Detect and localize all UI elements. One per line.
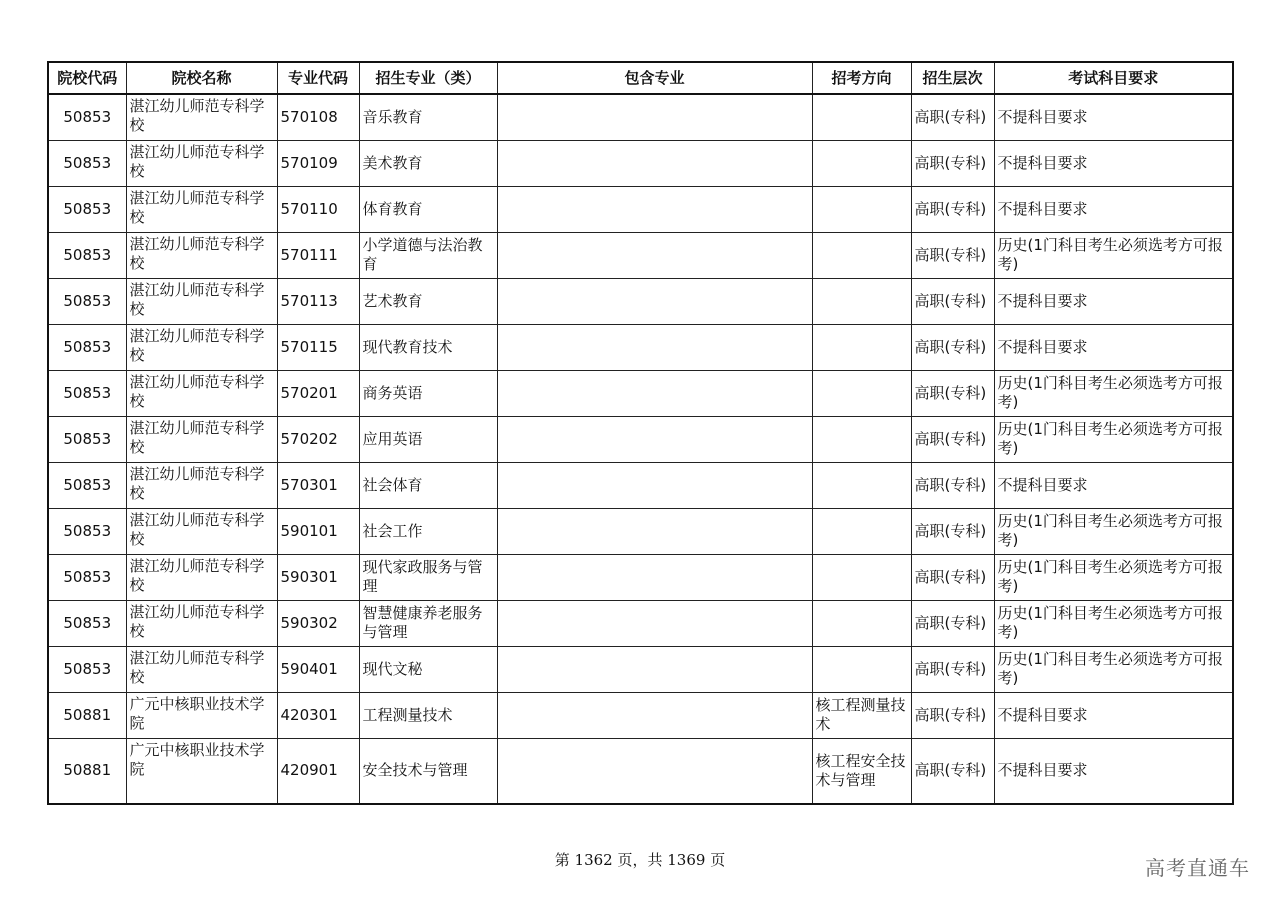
cell-school-name: 湛江幼儿师范专科学校 <box>126 232 277 278</box>
page-number: 第 1362 页，共 1369 页 <box>554 851 726 869</box>
cell-level: 高职(专科) <box>911 738 994 804</box>
cell-school-name: 湛江幼儿师范专科学校 <box>126 94 277 140</box>
cell-major: 现代家政服务与管理 <box>359 554 497 600</box>
cell-school-code: 50853 <box>48 324 126 370</box>
cell-major: 现代文秘 <box>359 646 497 692</box>
cell-direction <box>812 94 911 140</box>
cell-major: 社会体育 <box>359 462 497 508</box>
cell-included-majors <box>497 462 812 508</box>
cell-direction <box>812 462 911 508</box>
cell-school-code: 50881 <box>48 692 126 738</box>
header-level: 招生层次 <box>911 62 994 94</box>
table-row <box>48 324 1233 370</box>
cell-major-code: 590301 <box>277 554 359 600</box>
header-major-code: 专业代码 <box>277 62 359 94</box>
cell-direction <box>812 508 911 554</box>
header-school-name: 院校名称 <box>126 62 277 94</box>
cell-major-code: 570113 <box>277 278 359 324</box>
cell-included-majors <box>497 140 812 186</box>
cell-major-code: 570201 <box>277 370 359 416</box>
cell-major: 体育教育 <box>359 186 497 232</box>
header-included-majors: 包含专业 <box>497 62 812 94</box>
table-row <box>48 94 1233 140</box>
enrollment-table <box>47 61 1234 805</box>
cell-level: 高职(专科) <box>911 462 994 508</box>
table-row <box>48 232 1233 278</box>
cell-major: 应用英语 <box>359 416 497 462</box>
cell-school-code: 50853 <box>48 554 126 600</box>
cell-exam-requirement: 历史(1门科目考生必须选考方可报考) <box>994 370 1233 416</box>
cell-included-majors <box>497 232 812 278</box>
cell-level: 高职(专科) <box>911 646 994 692</box>
cell-major-code: 570109 <box>277 140 359 186</box>
cell-direction: 核工程安全技术与管理 <box>812 738 911 804</box>
cell-school-code: 50853 <box>48 94 126 140</box>
cell-school-name: 湛江幼儿师范专科学校 <box>126 416 277 462</box>
cell-level: 高职(专科) <box>911 370 994 416</box>
table-row <box>48 186 1233 232</box>
header-school-code: 院校代码 <box>48 62 126 94</box>
cell-direction <box>812 370 911 416</box>
header-exam-requirement: 考试科目要求 <box>994 62 1233 94</box>
cell-major: 商务英语 <box>359 370 497 416</box>
cell-school-name: 湛江幼儿师范专科学校 <box>126 554 277 600</box>
cell-school-code: 50853 <box>48 186 126 232</box>
cell-school-code: 50853 <box>48 140 126 186</box>
cell-exam-requirement: 历史(1门科目考生必须选考方可报考) <box>994 508 1233 554</box>
cell-school-name: 湛江幼儿师范专科学校 <box>126 186 277 232</box>
cell-included-majors <box>497 738 812 804</box>
table-row <box>48 278 1233 324</box>
cell-major: 安全技术与管理 <box>359 738 497 804</box>
cell-school-code: 50853 <box>48 232 126 278</box>
cell-major-code: 570108 <box>277 94 359 140</box>
cell-included-majors <box>497 646 812 692</box>
cell-direction <box>812 646 911 692</box>
cell-exam-requirement: 不提科目要求 <box>994 278 1233 324</box>
cell-direction <box>812 278 911 324</box>
cell-level: 高职(专科) <box>911 232 994 278</box>
cell-included-majors <box>497 186 812 232</box>
cell-exam-requirement: 不提科目要求 <box>994 94 1233 140</box>
cell-school-code: 50853 <box>48 600 126 646</box>
cell-exam-requirement: 不提科目要求 <box>994 324 1233 370</box>
table-row <box>48 554 1233 600</box>
cell-major-code: 590302 <box>277 600 359 646</box>
table-header-row <box>48 62 1233 94</box>
cell-major-code: 570115 <box>277 324 359 370</box>
cell-major-code: 590401 <box>277 646 359 692</box>
table-row <box>48 692 1233 738</box>
cell-school-code: 50881 <box>48 738 126 804</box>
cell-direction <box>812 554 911 600</box>
cell-major: 音乐教育 <box>359 94 497 140</box>
table-row <box>48 600 1233 646</box>
cell-school-name: 湛江幼儿师范专科学校 <box>126 462 277 508</box>
cell-school-code: 50853 <box>48 508 126 554</box>
table-row <box>48 370 1233 416</box>
table-row <box>48 738 1233 804</box>
table-row <box>48 416 1233 462</box>
cell-direction <box>812 600 911 646</box>
cell-school-name: 湛江幼儿师范专科学校 <box>126 324 277 370</box>
cell-major: 艺术教育 <box>359 278 497 324</box>
cell-exam-requirement: 不提科目要求 <box>994 462 1233 508</box>
table-row <box>48 462 1233 508</box>
cell-exam-requirement: 不提科目要求 <box>994 140 1233 186</box>
cell-major: 美术教育 <box>359 140 497 186</box>
cell-level: 高职(专科) <box>911 508 994 554</box>
cell-school-code: 50853 <box>48 462 126 508</box>
cell-direction: 核工程测量技术 <box>812 692 911 738</box>
cell-major: 智慧健康养老服务与管理 <box>359 600 497 646</box>
cell-included-majors <box>497 508 812 554</box>
cell-included-majors <box>497 94 812 140</box>
cell-school-name: 湛江幼儿师范专科学校 <box>126 646 277 692</box>
cell-school-code: 50853 <box>48 278 126 324</box>
cell-major: 社会工作 <box>359 508 497 554</box>
cell-included-majors <box>497 324 812 370</box>
cell-exam-requirement: 历史(1门科目考生必须选考方可报考) <box>994 232 1233 278</box>
cell-included-majors <box>497 600 812 646</box>
cell-level: 高职(专科) <box>911 692 994 738</box>
cell-major-code: 570301 <box>277 462 359 508</box>
cell-school-code: 50853 <box>48 416 126 462</box>
cell-level: 高职(专科) <box>911 324 994 370</box>
cell-direction <box>812 324 911 370</box>
cell-major-code: 420301 <box>277 692 359 738</box>
cell-major-code: 590101 <box>277 508 359 554</box>
cell-direction <box>812 416 911 462</box>
cell-exam-requirement: 历史(1门科目考生必须选考方可报考) <box>994 646 1233 692</box>
cell-school-name: 湛江幼儿师范专科学校 <box>126 140 277 186</box>
cell-exam-requirement: 不提科目要求 <box>994 692 1233 738</box>
cell-included-majors <box>497 278 812 324</box>
cell-level: 高职(专科) <box>911 554 994 600</box>
header-direction: 招考方向 <box>812 62 911 94</box>
cell-school-code: 50853 <box>48 370 126 416</box>
cell-level: 高职(专科) <box>911 600 994 646</box>
cell-school-name: 湛江幼儿师范专科学校 <box>126 600 277 646</box>
cell-exam-requirement: 不提科目要求 <box>994 738 1233 804</box>
cell-exam-requirement: 历史(1门科目考生必须选考方可报考) <box>994 554 1233 600</box>
cell-included-majors <box>497 554 812 600</box>
cell-major-code: 570202 <box>277 416 359 462</box>
cell-major: 工程测量技术 <box>359 692 497 738</box>
cell-school-name: 广元中核职业技术学院 <box>126 738 277 804</box>
header-major: 招生专业（类） <box>359 62 497 94</box>
cell-school-code: 50853 <box>48 646 126 692</box>
cell-included-majors <box>497 692 812 738</box>
cell-major-code: 570111 <box>277 232 359 278</box>
watermark-logo-text: 高考直通车 <box>1145 856 1250 880</box>
cell-exam-requirement: 历史(1门科目考生必须选考方可报考) <box>994 416 1233 462</box>
cell-major-code: 420901 <box>277 738 359 804</box>
cell-direction <box>812 232 911 278</box>
cell-major-code: 570110 <box>277 186 359 232</box>
cell-level: 高职(专科) <box>911 278 994 324</box>
cell-level: 高职(专科) <box>911 186 994 232</box>
cell-school-name: 广元中核职业技术学院 <box>126 692 277 738</box>
cell-level: 高职(专科) <box>911 94 994 140</box>
cell-major: 现代教育技术 <box>359 324 497 370</box>
cell-included-majors <box>497 416 812 462</box>
cell-school-name: 湛江幼儿师范专科学校 <box>126 370 277 416</box>
cell-school-name: 湛江幼儿师范专科学校 <box>126 278 277 324</box>
cell-level: 高职(专科) <box>911 416 994 462</box>
cell-school-name: 湛江幼儿师范专科学校 <box>126 508 277 554</box>
cell-direction <box>812 186 911 232</box>
cell-level: 高职(专科) <box>911 140 994 186</box>
cell-exam-requirement: 历史(1门科目考生必须选考方可报考) <box>994 600 1233 646</box>
table-row <box>48 646 1233 692</box>
cell-exam-requirement: 不提科目要求 <box>994 186 1233 232</box>
cell-direction <box>812 140 911 186</box>
cell-major: 小学道德与法治教育 <box>359 232 497 278</box>
table-row <box>48 508 1233 554</box>
cell-included-majors <box>497 370 812 416</box>
enrollment-table-container <box>47 61 1232 805</box>
table-row <box>48 140 1233 186</box>
